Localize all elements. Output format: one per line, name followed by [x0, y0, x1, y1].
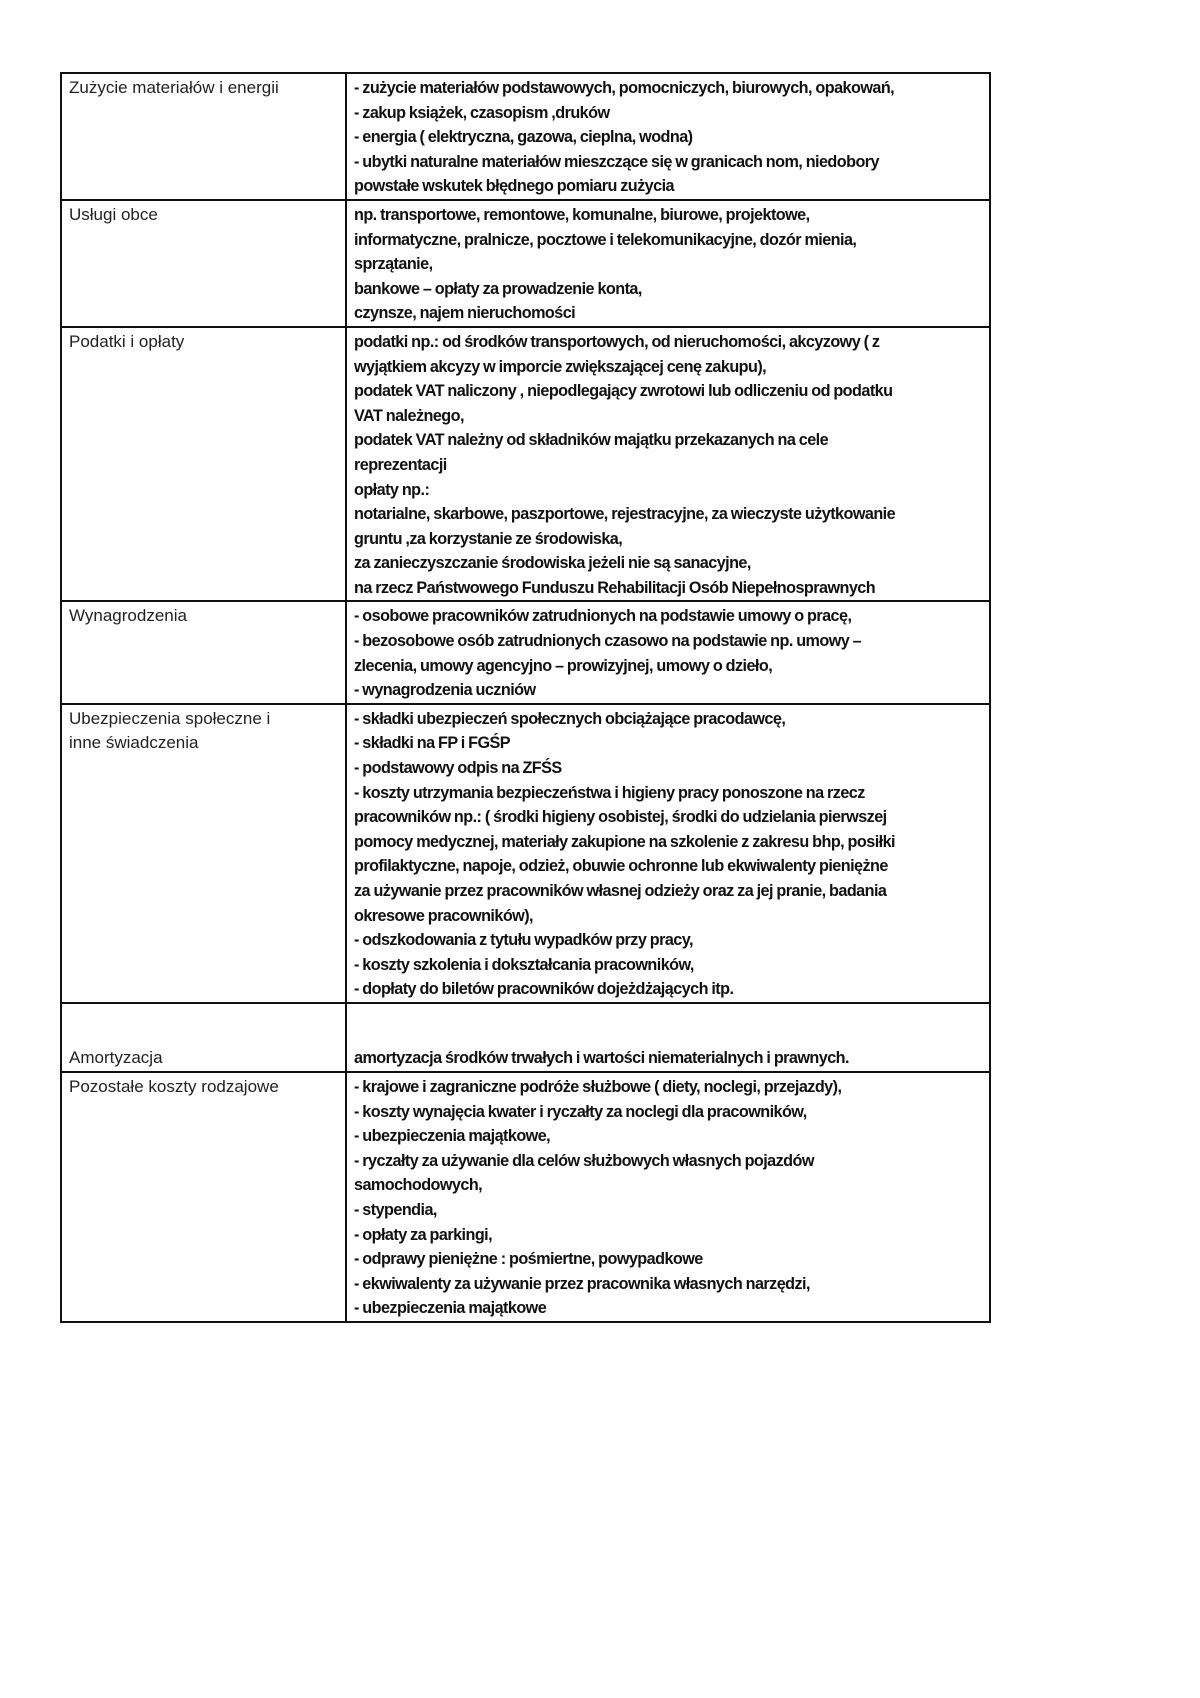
description-line: pomocy medycznej, materiały zakupione na szkolenie z zakresu bhp, posiłki: [354, 832, 895, 851]
description-line: - bezosobowe osób zatrudnionych czasowo na podstawie np. umowy –: [354, 632, 862, 651]
description-line: - ubezpieczenia majątkowe,: [354, 1127, 551, 1146]
table-row: [61, 601, 990, 703]
description-line: samochodowych,: [354, 1176, 483, 1195]
description-line: informatyczne, pralnicze, pocztowe i telekomunikacyjne, dozór mienia,: [354, 230, 857, 249]
description-line: - krajowe i zagraniczne podróże służbowe ( diety, noclegi, przejazdy),: [354, 1077, 842, 1096]
description-line: - energia ( elektryczna, gazowa, cieplna, wodna): [354, 128, 693, 147]
category-cell: [61, 601, 346, 703]
description-line: - ekwiwalenty za używanie przez pracownika własnych narzędzi,: [354, 1274, 810, 1293]
description-line: na rzecz Państwowego Funduszu Rehabilitacji Osób Niepełnosprawnych: [354, 578, 876, 597]
description-line: - ubezpieczenia majątkowe: [354, 1299, 547, 1318]
description-line: - koszty szkolenia i dokształcania pracowników,: [354, 955, 694, 974]
category-cell: [61, 1003, 346, 1072]
cost-types-table: [60, 72, 991, 1323]
description-cell: [346, 1003, 990, 1072]
category-cell: [61, 704, 346, 1003]
description-line: profilaktyczne, napoje, odzież, obuwie ochronne lub ekwiwalenty pieniężne: [354, 857, 888, 876]
description-cell: [346, 200, 990, 327]
description-line: podatek VAT należny od składników majątku przekazanych na cele: [354, 431, 829, 450]
description-line: - koszty wynajęcia kwater i ryczałty za noclegi dla pracowników,: [354, 1102, 807, 1121]
description-line: np. transportowe, remontowe, komunalne, biurowe, projektowe,: [354, 205, 810, 224]
description-line: gruntu ,za korzystanie ze środowiska,: [354, 529, 623, 548]
description-line: wyjątkiem akcyzy w imporcie zwiększającej cenę zakupu),: [354, 357, 767, 376]
description-line: - ubytki naturalne materiałów mieszczące się w granicach nom, niedobory: [354, 152, 879, 171]
description-line: - składki na FP i FGŚP: [354, 734, 511, 753]
description-line: czynsze, najem nieruchomości: [354, 304, 576, 323]
description-line: reprezentacji: [354, 455, 447, 474]
category-cell: [61, 327, 346, 602]
description-line: podatki np.: od środków transportowych, od nieruchomości, akcyzowy ( z: [354, 332, 880, 351]
description-cell: [346, 704, 990, 1003]
description-cell: [346, 1072, 990, 1322]
table-row: [61, 1003, 990, 1072]
description-cell: [346, 327, 990, 602]
description-line: - zakup książek, czasopism ,druków: [354, 103, 610, 122]
description-line: okresowe pracowników),: [354, 906, 534, 925]
category-cell: [61, 1072, 346, 1322]
description-line: - opłaty za parkingi,: [354, 1225, 493, 1244]
category-label: Ubezpieczenia społeczne i: [69, 708, 271, 728]
category-label: inne świadczenia: [69, 733, 199, 753]
table-row: [61, 327, 990, 602]
description-line: notarialne, skarbowe, paszportowe, rejestracyjne, za wieczyste użytkowanie: [354, 505, 896, 524]
description-line: VAT należnego,: [354, 406, 464, 425]
table-row: [61, 704, 990, 1003]
category-label: Wynagrodzenia: [69, 606, 187, 626]
description-line: amortyzacja środków trwałych i wartości niematerialnych i prawnych.: [354, 1049, 849, 1068]
description-line: za zanieczyszczanie środowiska jeżeli nie są sanacyjne,: [354, 554, 751, 573]
description-cell: [346, 601, 990, 703]
description-cell: [346, 73, 990, 200]
category-label: Zużycie materiałów i energii: [69, 78, 279, 97]
description-line: bankowe – opłaty za prowadzenie konta,: [354, 279, 642, 298]
description-line: zlecenia, umowy agencyjno – prowizyjnej, umowy o dzieło,: [354, 656, 773, 675]
description-line: za używanie przez pracowników własnej odzieży oraz za jej pranie, badania: [354, 882, 887, 900]
category-label: Podatki i opłaty: [69, 331, 185, 351]
category-cell: [61, 73, 346, 200]
description-line: - osobowe pracowników zatrudnionych na podstawie umowy o pracę,: [354, 607, 852, 626]
description-line: - odprawy pieniężne : pośmiertne, powypadkowe: [354, 1250, 703, 1269]
description-line: - odszkodowania z tytułu wypadków przy pracy,: [354, 931, 693, 950]
description-line: - składki ubezpieczeń społecznych obciążające pracodawcę,: [354, 709, 786, 728]
description-line: - zużycie materiałów podstawowych, pomocniczych, biurowych, opakowań,: [354, 79, 895, 97]
description-line: - dopłaty do biletów pracowników dojeżdżających itp.: [354, 980, 734, 999]
category-label: Amortyzacja: [69, 1048, 163, 1068]
category-label: Usługi obce: [69, 204, 158, 224]
description-line: - stypendia,: [354, 1200, 437, 1219]
table-row: [61, 1072, 990, 1322]
description-line: sprzątanie,: [354, 255, 433, 274]
description-line: podatek VAT naliczony , niepodlegający zwrotowi lub odliczeniu od podatku: [354, 382, 893, 401]
table-row: [61, 200, 990, 327]
description-line: - podstawowy odpis na ZFŚS: [354, 759, 562, 778]
description-line: pracowników np.: ( środki higieny osobistej, środki do udzielania pierwszej: [354, 808, 887, 827]
category-label: Pozostałe koszty rodzajowe: [69, 1076, 279, 1096]
description-line: - koszty utrzymania bezpieczeństwa i higieny pracy ponoszone na rzecz: [354, 783, 865, 802]
description-line: opłaty np.:: [354, 480, 430, 499]
description-line: - wynagrodzenia uczniów: [354, 681, 536, 700]
description-line: powstałe wskutek błędnego pomiaru zużycia: [354, 177, 674, 196]
table-row: [61, 73, 990, 200]
description-line: - ryczałty za używanie dla celów służbowych własnych pojazdów: [354, 1151, 814, 1170]
category-cell: [61, 200, 346, 327]
